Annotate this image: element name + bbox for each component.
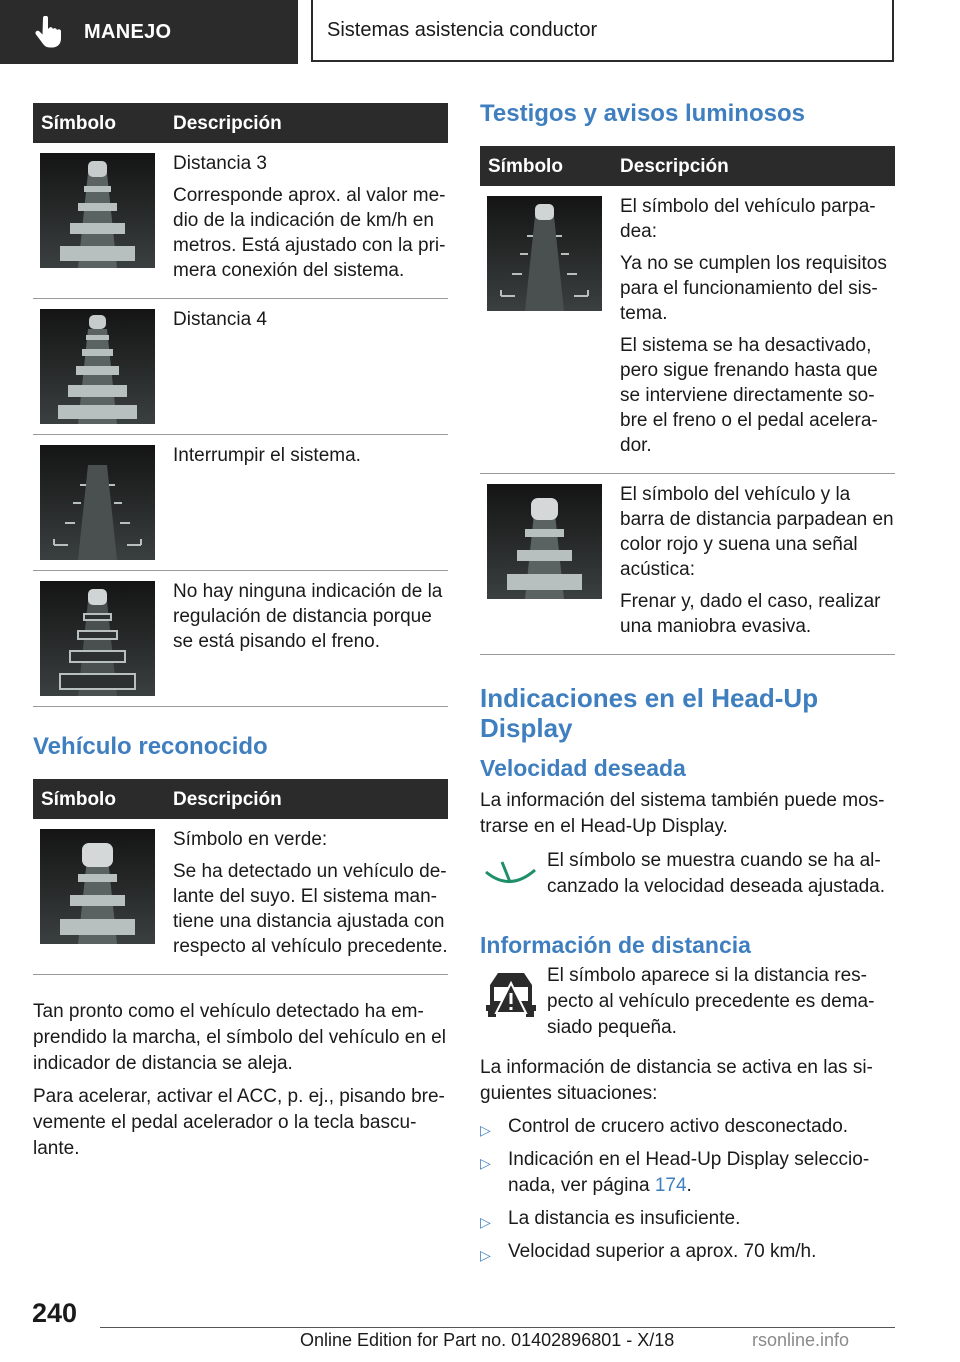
heading-distance-info: Información de distancia bbox=[480, 932, 751, 958]
list-item: ▷ Velocidad superior a aprox. 70 km/h. bbox=[480, 1239, 895, 1265]
triangle-bullet-icon: ▷ bbox=[480, 1155, 491, 1171]
page-link[interactable]: 174 bbox=[654, 1175, 687, 1196]
warning-symbol-table bbox=[480, 146, 895, 655]
table-cell-text: Interrumpir el sistema. bbox=[173, 445, 361, 466]
distance-4-icon bbox=[40, 309, 155, 424]
vehicle-symbol-table bbox=[33, 779, 448, 975]
col-header-symbol: Símbolo bbox=[480, 146, 610, 186]
page-header bbox=[0, 0, 960, 66]
col-header-description: Descripción bbox=[163, 779, 448, 819]
table-row bbox=[33, 299, 448, 435]
vehicle-detected-icon bbox=[40, 829, 155, 944]
section-tab bbox=[0, 0, 298, 64]
col-header-description: Descripción bbox=[610, 146, 895, 186]
paragraph: Para acelerar, activar el ACC, p. ej., pisando bre- vemente el pedal acelerador o la tecla bascu- lante. bbox=[33, 1086, 445, 1159]
table-cell-text: Frenar y, dado el caso, realizar una maniobra evasiva. bbox=[620, 591, 881, 637]
table-cell-text: Corresponde aprox. al valor me- dio de la indicación de km/h en metros. Está ajustado con la pri- mera conexión del sistema. bbox=[173, 185, 446, 281]
distance-conditions-list bbox=[480, 1114, 895, 1265]
table-cell-text: El símbolo del vehículo parpa- dea: bbox=[620, 196, 876, 242]
table-cell-text: Ya no se cumplen los requisitos para el funcionamiento del sis- tema. bbox=[620, 253, 887, 324]
col-header-symbol: Símbolo bbox=[33, 779, 163, 819]
footer-site-watermark: rsonline.info bbox=[752, 1330, 850, 1350]
table-cell-text: El sistema se ha desactivado, pero sigue frenando hasta que se interviene directamente so- bre el freno o el pedal acelera- dor. bbox=[620, 335, 878, 456]
triangle-bullet-icon: ▷ bbox=[480, 1247, 491, 1263]
triangle-bullet-icon: ▷ bbox=[480, 1122, 491, 1138]
table-cell-text: No hay ninguna indicación de la regulación de distancia porque se está pisando el freno. bbox=[173, 581, 443, 652]
page-number: 240 bbox=[32, 1298, 78, 1328]
footer-edition: Online Edition for Part no. 01402896801 - X/18 bbox=[300, 1330, 675, 1350]
chapter-tab bbox=[311, 0, 894, 62]
vehicle-flashing-icon bbox=[487, 196, 602, 311]
distance-3-icon bbox=[40, 153, 155, 268]
system-interrupted-icon bbox=[40, 445, 155, 560]
heading-vehicle-detected: Vehículo reconocido bbox=[33, 733, 268, 760]
left-column bbox=[33, 103, 448, 1169]
table-cell-text: Se ha detectado un vehículo de- lante del suyo. El sistema man- tiene una distancia ajustada con respecto al vehículo precedente. bbox=[173, 861, 448, 957]
table-row bbox=[33, 435, 448, 571]
chapter-label: Sistemas asistencia conductor bbox=[327, 18, 598, 41]
speed-icon-row bbox=[480, 848, 895, 910]
speed-icon-text: El símbolo se muestra cuando se ha al- canzado la velocidad deseada ajustada. bbox=[547, 850, 886, 897]
paragraph: Tan pronto como el vehículo detectado ha em- prendido la marcha, el símbolo del vehículo en el indicador de distancia se aleja. bbox=[33, 1001, 446, 1074]
table-cell-text: El símbolo del vehículo y la barra de distancia parpadean en color rojo y suena una señal acústica: bbox=[620, 484, 894, 580]
table-row bbox=[33, 143, 448, 299]
heading-desired-speed: Velocidad deseada bbox=[480, 755, 686, 781]
triangle-bullet-icon: ▷ bbox=[480, 1214, 491, 1230]
table-row bbox=[33, 571, 448, 707]
table-cell-text: Símbolo en verde: bbox=[173, 829, 328, 850]
distance-icon-text: El símbolo aparece si la distancia res- pecto al vehículo precedente es dema- siado pequeña. bbox=[547, 965, 875, 1038]
paragraph: La información de distancia se activa en las si- guientes situaciones: bbox=[480, 1057, 873, 1104]
col-header-description: Descripción bbox=[163, 103, 448, 143]
section-label: MANEJO bbox=[84, 20, 172, 43]
list-item: ▷ La distancia es insuficiente. bbox=[480, 1206, 895, 1232]
brake-pressed-icon bbox=[40, 581, 155, 696]
distance-warning-icon bbox=[487, 484, 602, 599]
distance-symbol-table bbox=[33, 103, 448, 707]
right-column bbox=[480, 100, 895, 1272]
heading-warning-lights: Testigos y avisos luminosos bbox=[480, 100, 805, 127]
heading-head-up-display: Indicaciones en el Head-Up Display bbox=[480, 683, 819, 743]
col-header-symbol: Símbolo bbox=[33, 103, 163, 143]
table-row bbox=[480, 474, 895, 655]
car-warning-icon bbox=[480, 963, 542, 1025]
table-row bbox=[480, 186, 895, 474]
table-cell-text: Distancia 3 bbox=[173, 153, 267, 174]
table-cell-text: Distancia 4 bbox=[173, 309, 267, 330]
list-item: ▷ Control de crucero activo desconectado. bbox=[480, 1114, 895, 1140]
footer-divider bbox=[100, 1327, 895, 1328]
paragraph: La información del sistema también puede mos- trarse en el Head-Up Display. bbox=[480, 790, 885, 837]
table-row bbox=[33, 819, 448, 975]
speed-reached-icon bbox=[480, 848, 542, 910]
hand-pointer-icon bbox=[32, 15, 66, 49]
distance-icon-row bbox=[480, 963, 895, 1041]
list-item: ▷ Indicación en el Head-Up Display seleccio- nada, ver página 174. bbox=[480, 1149, 870, 1196]
